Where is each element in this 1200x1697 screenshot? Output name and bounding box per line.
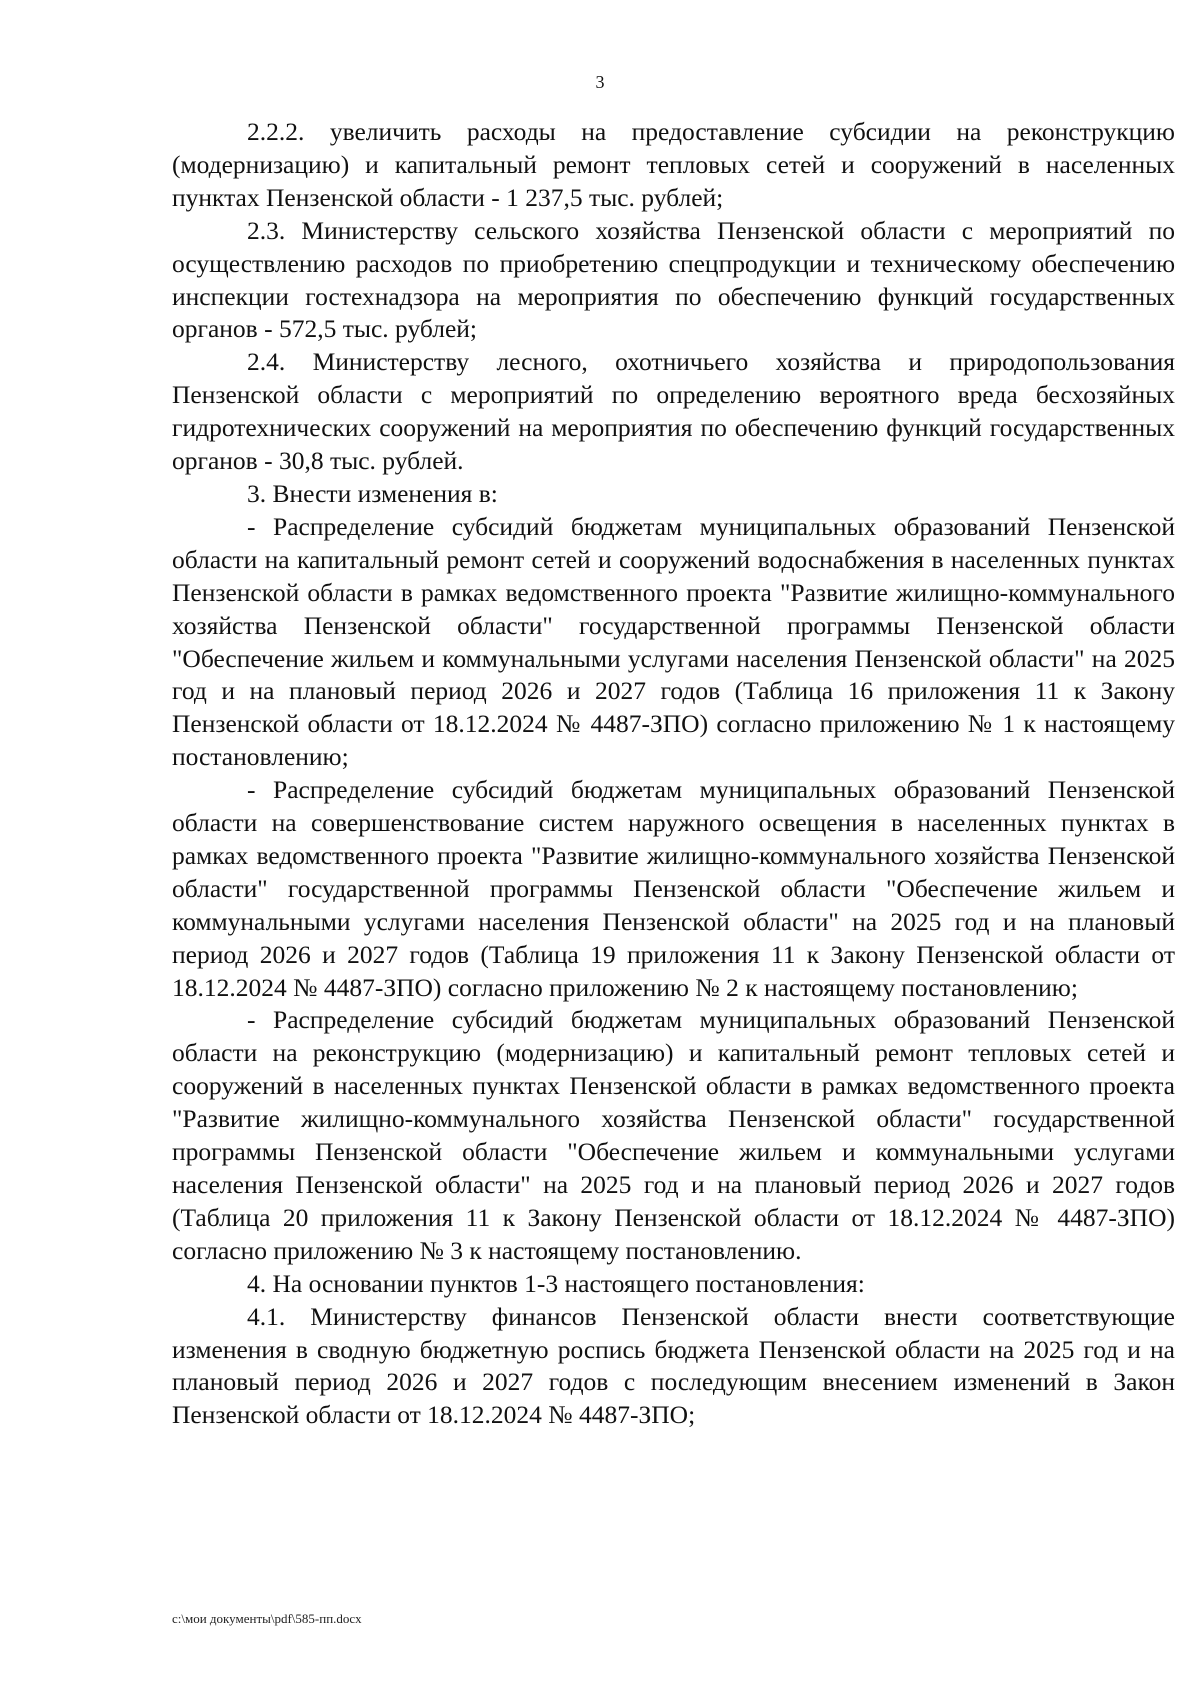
paragraph-2-3: 2.3. Министерству сельского хозяйства Пензенской области с мероприятий по осуществлению расходов по приобретению спецпродукции и техническому обеспечению инспекции гостехнадзора на мероприятия по обеспечению функций государственных органов - 572,5 тыс. рублей; xyxy=(172,215,1175,344)
footer-file-path: c:\мои документы\pdf\585-пп.docx xyxy=(172,1611,362,1626)
document-body xyxy=(172,116,1175,1432)
paragraph-4-1: 4.1. Министерству финансов Пензенской области внести соответствующие изменения в сводную бюджетную роспись бюджета Пензенской области на 2025 год и на плановый период 2026 и 2027 годов с последующим внесением изменений в Закон Пензенской области от 18.12.2024 № 4487-ЗПО; xyxy=(172,1301,1175,1430)
page-number: 3 xyxy=(595,72,605,92)
paragraph-3: 3. Внести изменения в: xyxy=(247,478,498,508)
paragraph-2-4: 2.4. Министерству лесного, охотничьего хозяйства и природопользования Пензенской области с мероприятий по определению вероятного вреда бесхозяйных гидротехнических сооружений на мероприятия по обеспечению функций государственных органов - 30,8 тыс. рублей. xyxy=(172,347,1175,476)
paragraph-3-item-1: - Распределение субсидий бюджетам муниципальных образований Пензенской области на капитальный ремонт сетей и сооружений водоснабжения в населенных пунктах Пензенской области в рамках ведомственного проекта "Развитие жилищно-коммунального хозяйства Пензенской области" государственной программы Пензенской области "Обеспечение жильем и коммунальными услугами населения Пензенской области" на 2025 год и на плановый период 2026 и 2027 годов (Таблица 16 приложения 11 к Закону Пензенской области от 18.12.2024 № 4487-ЗПО) согласно приложению № 1 к настоящему постановлению; xyxy=(172,511,1175,772)
paragraph-3-item-3: - Распределение субсидий бюджетам муниципальных образований Пензенской области на реконструкцию (модернизацию) и капитальный ремонт тепловых сетей и сооружений в населенных пунктах Пензенской области в рамках ведомственного проекта "Развитие жилищно-коммунального хозяйства Пензенской области" государственной программы Пензенской области "Обеспечение жильем и коммунальными услугами населения Пензенской области" на 2025 год и на плановый период 2026 и 2027 годов (Таблица 20 приложения 11 к Закону Пензенской области от 18.12.2024 № 4487-ЗПО) согласно приложению № 3 к настоящему постановлению. xyxy=(172,1005,1175,1265)
paragraph-4: 4. На основании пунктов 1-3 настоящего постановления: xyxy=(247,1268,865,1298)
paragraph-2-2-2: 2.2.2. увеличить расходы на предоставление субсидии на реконструкцию (модернизацию) и капитальный ремонт тепловых сетей и сооружений в населенных пунктах Пензенской области - 1 237,5 тыс. рублей; xyxy=(172,117,1175,212)
paragraph-3-item-2: - Распределение субсидий бюджетам муниципальных образований Пензенской области на совершенствование систем наружного освещения в населенных пунктах в рамках ведомственного проекта "Развитие жилищно-коммунального хозяйства Пензенской области" государственной программы Пензенской области "Обеспечение жильем и коммунальными услугами населения Пензенской области" на 2025 год и на плановый период 2026 и 2027 годов (Таблица 19 приложения 11 к Закону Пензенской области от 18.12.2024 № 4487-ЗПО) согласно приложению № 2 к настоящему постановлению; xyxy=(172,775,1175,1002)
